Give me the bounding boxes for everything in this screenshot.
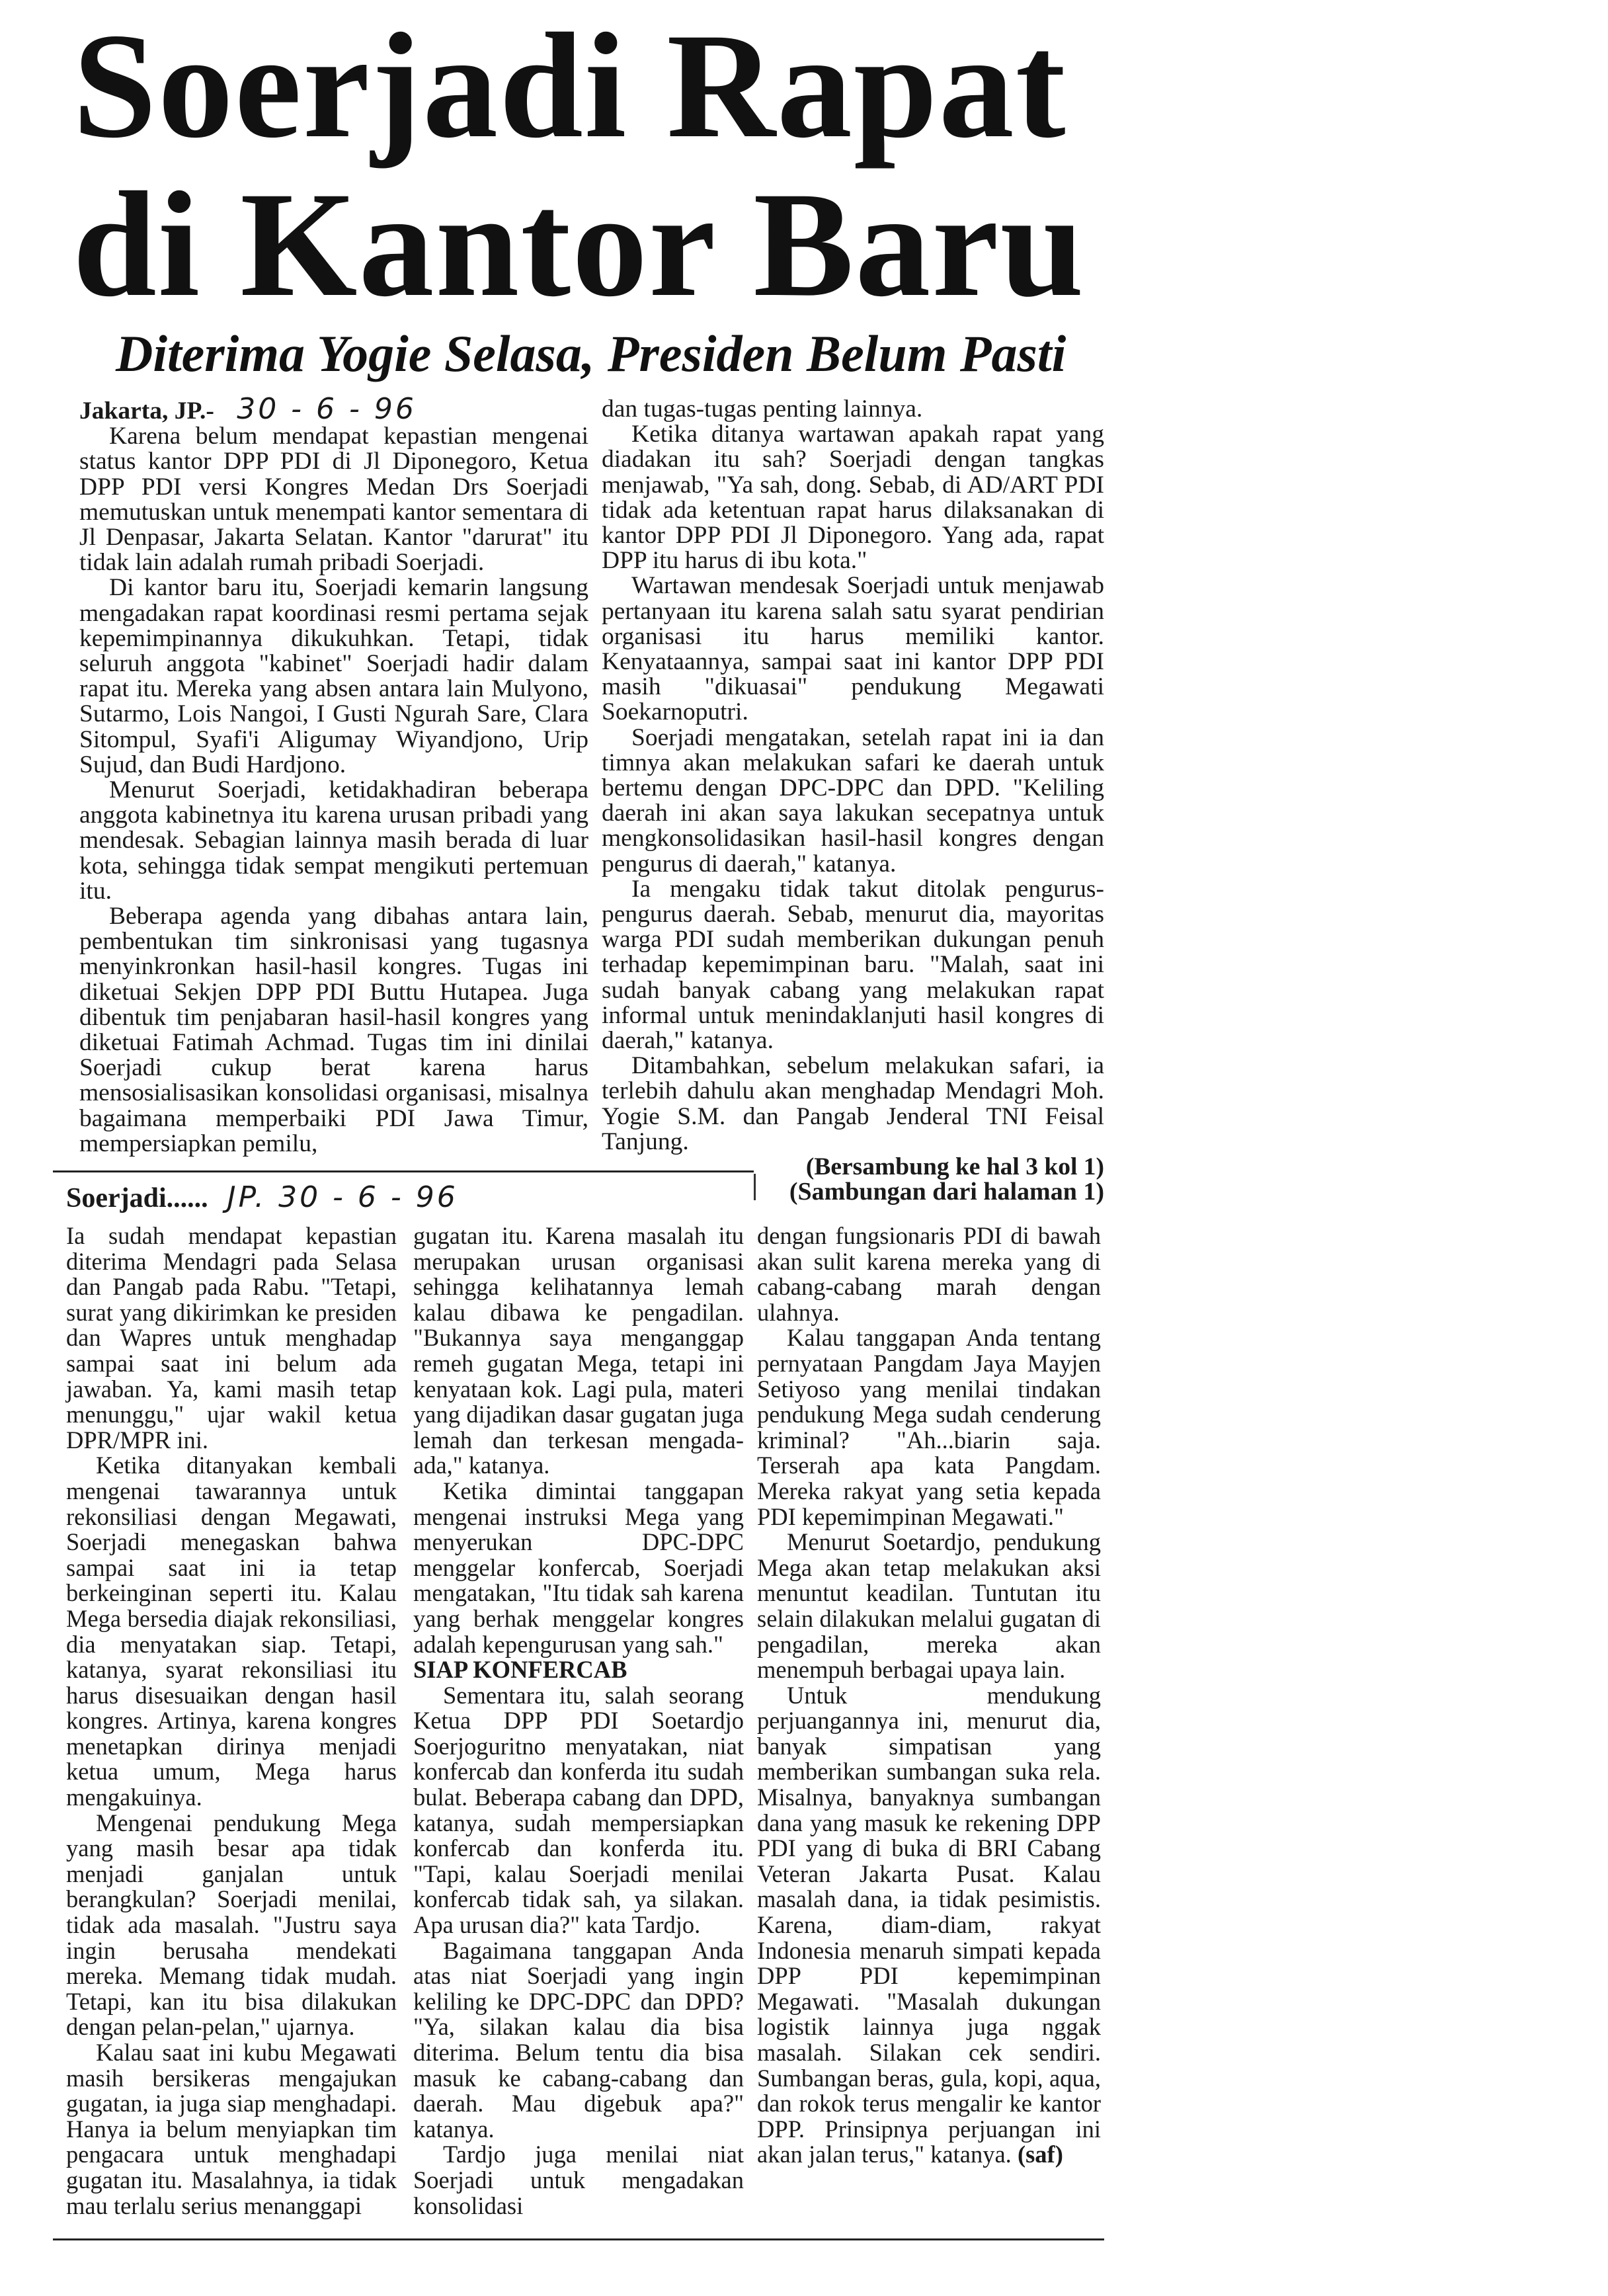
paragraph: Di kantor baru itu, Soerjadi kemarin langsung mengadakan rapat koordinasi resmi pertama sejak kepemimpinannya dikukuhkan. Tetapi, tidak seluruh anggota "kabinet" Soerjadi hadir dalam rapat itu. Mereka yang absen antara lain Mulyono, Sutarmo, Lois Nangoi, I Gusti Ngurah Sare, Clara Sitompul, Syafi'i Aligumay Wiyandjono, Urip Sujud, dan Budi Hardjono. <box>79 574 588 778</box>
dateline: Jakarta, JP.- <box>79 397 214 425</box>
paragraph-text: Untuk mendukung perjuangannya ini, menurut dia, banyak simpatisan yang memberikan sumbangan suka rela. Misalnya, banyaknya sumbangan dana yang masuk ke rekening DPP PDI yang di buka di BRI Cabang Veteran Jakarta Pusat. Kalau masalah dana, ia tidak pesimistis. Karena, diam-diam, rakyat Indonesia menaruh simpati kepada DPP PDI kepemimpinan Megawati. "Masalah dukungan logistik lainnya juga nggak masalah. Silakan cek sendiri. Sumbangan beras, gula, kopi, aqua, dan rokok terus mengalir ke kantor DPP. Prinsipnya perjuangan ini akan jalan terus," katanya. <box>757 1681 1101 2168</box>
paragraph: Ia mengaku tidak takut ditolak pengurus-pengurus daerah. Sebab, menurut dia, mayoritas warga PDI sudah memberikan dukungan penuh terhadap kepemimpinan baru. "Malah, saat ini sudah banyak cabang yang melakukan rapat informal untuk menindaklanjuti hasil kongres di daerah," katanya. <box>602 875 1104 1055</box>
continuation-note: (Bersambung ke hal 3 kol 1) <box>805 1153 1104 1181</box>
continuation-column-2 <box>413 1223 744 2219</box>
divider-rule <box>53 1170 754 1172</box>
headline <box>73 3 1197 328</box>
paragraph: Menurut Soerjadi, ketidakhadiran beberapa anggota kabinetnya itu karena urusan pribadi yang mendesak. Sebagian lainnya masih berada di luar kota, sehingga tidak sempat mengikuti pertemuan itu. <box>79 776 588 905</box>
paragraph: Tardjo juga menilai niat Soerjadi untuk mengadakan konsolidasi <box>413 2141 744 2219</box>
paragraph: Ketika ditanyakan kembali mengenai tawarannya untuk rekonsiliasi dengan Megawati, Soerjadi menegaskan bahwa sampai saat ini ia tetap berkeinginan seperti itu. Kalau Mega bersedia diajak rekonsiliasi, dia menyatakan siap. Tetapi, katanya, syarat rekonsiliasi itu harus disesuaikan dengan hasil kongres. Artinya, karena kongres menetapkan dirinya menjadi ketua umum, Mega harus mengakuinya. <box>66 1452 397 1811</box>
continuation-column-3 <box>757 1223 1101 2168</box>
section-heading: SIAP KONFERCAB <box>413 1656 627 1684</box>
paragraph <box>757 1683 1101 2168</box>
article-column-1 <box>79 392 588 1157</box>
divider-rule <box>754 1174 756 1200</box>
paragraph: dengan fungsionaris PDI di bawah akan sulit karena mereka yang di cabang-cabang marah dengan ulahnya. <box>757 1222 1101 1326</box>
paragraph: Ketika dimintai tanggapan mengenai instruksi Mega yang menyerukan DPC-DPC menggelar konfercab, Soerjadi mengatakan, "Itu tidak sah karena yang berhak menggelar kongres adalah kepengurusan yang sah." <box>413 1477 744 1658</box>
paragraph: Menurut Soetardjo, pendukung Mega akan tetap melakukan aksi menuntut keadilan. Tuntutan itu selain dilakukan melalui gugatan di pengadilan, mereka akan menempuh berbagai upaya lain. <box>757 1528 1101 1684</box>
handwritten-date: JP. 30 - 6 - 96 <box>227 1180 458 1214</box>
paragraph: dan tugas-tugas penting lainnya. <box>602 395 923 423</box>
paragraph: Ketika ditanya wartawan apakah rapat yang diadakan itu sah? Soerjadi dengan tangkas menjawab, "Ya sah, dong. Sebab, di AD/ART PDI tidak ada ketentuan rapat harus dilaksanakan di kantor DPP PDI Jl Diponegoro. Yang ada, rapat DPP itu harus di ibu kota." <box>602 421 1104 575</box>
continuation-column-1 <box>66 1223 397 2219</box>
paragraph: Soerjadi mengatakan, setelah rapat ini ia dan timnya akan melakukan safari ke daerah untuk bertemu dengan DPC-DPC dan DPD. "Keliling daerah ini akan saya lakukan secepatnya untuk mengkonsolidasikan hasil-hasil kongres dengan pengurus di daerah," katanya. <box>602 723 1104 878</box>
continuation-header <box>66 1180 727 1214</box>
handwritten-date: 30 - 6 - 96 <box>237 392 417 426</box>
article-column-2 <box>602 397 1104 1180</box>
headline-line-1: Soerjadi Rapat <box>73 3 1067 169</box>
divider-rule <box>53 2238 1104 2240</box>
paragraph: Mengenai pendukung Mega yang masih besar apa tidak menjadi ganjalan untuk berangkulan? Soerjadi menilai, tidak ada masalah. "Justru saya ingin berusaha mendekati mereka. Memang tidak mudah. Tetapi, kan itu bisa dilakukan dengan pelan-pelan," ujarnya. <box>66 1809 397 2041</box>
continuation-source-label: (Sambungan dari halaman 1) <box>789 1178 1104 1206</box>
paragraph: Karena belum mendapat kepastian mengenai status kantor DPP PDI di Jl Diponegoro, Ketua DPP PDI versi Kongres Medan Drs Soerjadi memutuskan untuk menempati kantor sementara di Jl Denpasar, Jakarta Selatan. Kantor "darurat" itu tidak lain adalah rumah pribadi Soerjadi. <box>79 423 588 577</box>
paragraph: Ditambahkan, sebelum melakukan safari, ia terlebih dahulu akan menghadap Mendagri Moh. Yogie S.M. dan Pangab Jenderal TNI Feisal Tanjung. <box>602 1052 1104 1155</box>
paragraph: Wartawan mendesak Soerjadi untuk menjawab pertanyaan itu karena salah satu syarat pendirian organisasi itu harus memiliki kantor. Kenyataannya, sampai saat ini kantor DPP PDI masih "dikuasai" pendukung Megawati Soekarnoputri. <box>602 572 1104 726</box>
paragraph: Kalau tanggapan Anda tentang pernyataan Pangdam Jaya Mayjen Setiyoso yang menilai tindakan pendukung Mega sudah cenderung kriminal? "Ah...biarin saja. Terserah apa kata Pangdam. Mereka rakyat yang setia kepada PDI kepemimpinan Megawati." <box>757 1324 1101 1530</box>
continuation-kicker: Soerjadi...... <box>66 1183 208 1213</box>
headline-line-2: di Kantor Baru <box>73 161 1086 328</box>
signoff: (saf) <box>1017 2141 1063 2168</box>
dateline-row <box>79 392 588 426</box>
paragraph: Ia sudah mendapat kepastian diterima Mendagri pada Selasa dan Pangab pada Rabu. "Tetapi, surat yang dikirimkan ke presiden dan Wapres untuk menghadap sampai saat ini belum ada jawaban. Ya, kami masih tetap menunggu," ujar wakil ketua DPR/MPR ini. <box>66 1222 397 1454</box>
paragraph: Beberapa agenda yang dibahas antara lain, pembentukan tim sinkronisasi yang tugasnya menyinkronkan hasil-hasil kongres. Tugas ini diketuai Sekjen DPP PDI Buttu Hutapea. Juga dibentuk tim penjabaran hasil-hasil kongres yang diketuai Fatimah Achmad. Tugas tim ini dinilai Soerjadi cukup berat karena harus mensosialisasikan konsolidasi organisasi, misalnya bagaimana memperbaiki PDI Jawa Timur, mempersiapkan pemilu, <box>79 903 588 1157</box>
paragraph: Kalau saat ini kubu Megawati masih bersikeras mengajukan gugatan, ia juga siap menghadapi. Hanya ia belum menyiapkan tim pengacara untuk menghadapi gugatan itu. Masalahnya, ia tidak mau terlalu serius menanggapi <box>66 2039 397 2219</box>
subheadline: Diterima Yogie Selasa, Presiden Belum Pasti <box>116 325 1066 382</box>
paragraph: Sementara itu, salah seorang Ketua DPP PDI Soetardjo Soerjoguritno menyatakan, niat konfercab dan konferda itu sudah bulat. Beberapa cabang dan DPD, katanya, sudah mempersiapkan konfercab dan konferda itu. "Tapi, kalau Soerjadi menilai konfercab tidak sah, ya silakan. Apa urusan dia?" kata Tardjo. <box>413 1681 744 1939</box>
paragraph: Bagaimana tanggapan Anda atas niat Soerjadi yang ingin keliling ke DPC-DPC dan DPD? "Ya, silakan kalau dia bisa diterima. Belum tentu dia bisa masuk ke cabang-cabang dan daerah. Mau digebuk apa?" katanya. <box>413 1936 744 2143</box>
paragraph: gugatan itu. Karena masalah itu merupakan urusan organisasi sehingga kelihatannya lemah kalau dibawa ke pengadilan. "Bukannya saya menganggap remeh gugatan Mega, tetapi ini kenyataan kok. Lagi pula, materi yang dijadikan dasar gugatan juga lemah dan terkesan mengada-ada," katanya. <box>413 1222 744 1479</box>
